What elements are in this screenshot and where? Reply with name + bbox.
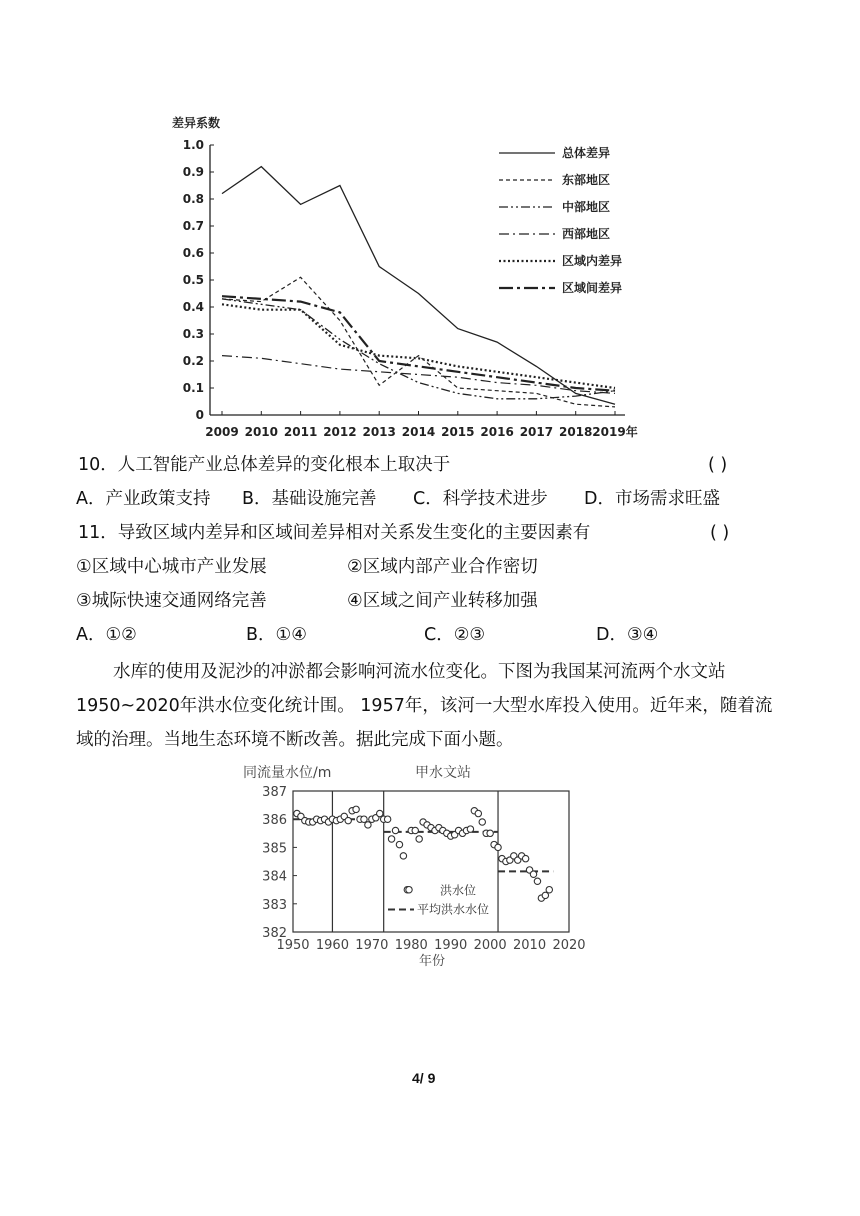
chart2-flood-level-point [546, 887, 552, 893]
chart2-flood-level-point [361, 816, 367, 822]
chart2-flood-level-point [388, 836, 394, 842]
chart2-flood-level-point [353, 806, 359, 812]
chart2-flood-level-point [467, 826, 473, 832]
chart1-x-tick-label: 2014 [401, 425, 436, 439]
chart1-series-line [222, 167, 615, 405]
chart2-axes [243, 764, 586, 969]
chart1-legend-label: 区域内差异 [562, 254, 623, 268]
chart1-y-tick-label: 0.2 [182, 354, 204, 368]
chart2-flood-level-point [365, 822, 371, 828]
chart2-x-tick-label: 1980 [394, 938, 428, 953]
chart1-x-tick-label: 2013 [362, 425, 396, 439]
chart1-y-tick-label: 0.6 [182, 246, 204, 260]
page-number: 4/ 9 [412, 1070, 436, 1086]
chart1-y-tick-label: 0.3 [182, 327, 204, 341]
chart1-y-tick-label: 0 [195, 408, 204, 422]
question-11-option-a: A．①② [76, 625, 137, 645]
question-10-option-d: D．市场需求旺盛 [584, 489, 720, 509]
question-11-option-d: D．③④ [596, 625, 659, 645]
question-10-answer-bracket: ( ) [708, 455, 728, 475]
chart1-series-line [222, 356, 615, 394]
chart2-flood-level-point [392, 827, 398, 833]
chart2-y-tick-label: 386 [262, 813, 287, 829]
chart1-y-tick-label: 0.4 [182, 300, 204, 314]
chart2-x-tick-label: 2010 [513, 938, 547, 953]
chart2-y-tick-label: 384 [262, 869, 287, 885]
chart2-flood-level-point [534, 878, 540, 884]
chart1-legend-label: 中部地区 [562, 200, 611, 214]
chart1-y-tick-label: 0.8 [182, 192, 204, 206]
chart1-y-tick-label: 1.0 [182, 138, 204, 152]
question-11-option-b: B．①④ [246, 625, 307, 645]
chart2-y-tick-label: 387 [262, 785, 287, 800]
chart2-flood-level-point [475, 810, 481, 816]
question-11-stem: 11．导致区域内差异和区域间差异相对关系发生变化的主要因素有 [78, 523, 591, 543]
question-10-option-a: A．产业政策支持 [76, 489, 211, 509]
chart1-legend-label: 总体差异 [562, 146, 611, 160]
chart1-series-line [222, 304, 615, 388]
chart2-x-tick-label: 1950 [276, 938, 310, 953]
chart1-x-tick-label: 2016 [480, 425, 514, 439]
flood-water-level-chart [0, 755, 860, 980]
chart1-legend-label: 区域间差异 [562, 281, 623, 295]
chart2-x-tick-label: 1970 [355, 938, 389, 953]
chart1-x-tick-label: 2018 [558, 425, 593, 439]
question-10-stem: 10．人工智能产业总体差异的变化根本上取决于 [78, 455, 451, 475]
chart2-flood-level-point [412, 827, 418, 833]
question-11-item-2: ②区域内部产业合作密切 [347, 557, 538, 577]
chart2-flood-level-point [384, 816, 390, 822]
chart2-y-axis-label: 同流量水位/m [243, 765, 332, 781]
chart1-y-tick-label: 0.5 [182, 273, 204, 287]
question-10-option-b: B．基础设施完善 [242, 489, 377, 509]
question-10-option-c: C．科学技术进步 [413, 489, 548, 509]
chart2-x-tick-label: 1990 [434, 938, 468, 953]
chart2-flood-level-point [416, 836, 422, 842]
chart2-flood-level-point [400, 853, 406, 859]
chart1-y-tick-label: 0.7 [182, 219, 204, 233]
chart1-series [222, 167, 615, 407]
chart2-y-tick-label: 382 [262, 926, 287, 941]
chart2-flood-level-point [345, 817, 351, 823]
chart2-y-tick-label: 383 [262, 897, 287, 913]
chart2-x-tick-label: 2020 [552, 938, 586, 953]
chart2-flood-level-point [479, 819, 485, 825]
chart2-x-tick-label: 1960 [315, 938, 349, 953]
question-11-item-3: ③城际快速交通网络完善 [76, 591, 267, 611]
question-11-item-1: ①区域中心城市产业发展 [76, 557, 267, 577]
chart2-flood-level-point [522, 855, 528, 861]
chart1-y-tick-label: 0.9 [182, 165, 204, 179]
chart1-x-tick-label: 2010 [244, 425, 279, 439]
question-11-item-4: ④区域之间产业转移加强 [347, 591, 538, 611]
question-11-option-c: C．②③ [424, 625, 486, 645]
chart2-legend-label: 平均洪水水位 [417, 902, 490, 917]
chart1-x-tick-label: 2015 [441, 425, 475, 439]
chart2-flood-level-point [495, 844, 501, 850]
chart1-x-tick-label: 2017 [519, 425, 554, 439]
chart2-flood-level-point [542, 892, 548, 898]
difference-coefficient-chart [0, 0, 860, 450]
chart2-flood-level-point [487, 830, 493, 836]
chart2-flood-level-point [377, 810, 383, 816]
chart1-legend-label: 西部地区 [562, 227, 611, 241]
chart1-x-tick-label: 2019年 [592, 425, 638, 439]
chart1-x-tick-label: 2012 [323, 425, 357, 439]
chart2-y-tick-label: 385 [262, 841, 287, 857]
chart1-series-line [222, 299, 615, 399]
chart1-legend-label: 东部地区 [562, 173, 611, 187]
chart1-legend [499, 145, 622, 295]
chart1-y-axis-label: 差异系数 [172, 116, 221, 130]
chart2-legend-label: 洪水位 [440, 883, 477, 898]
chart1-x-tick-label: 2009 [205, 425, 239, 439]
chart2-title: 甲水文站 [415, 765, 471, 781]
chart2-legend-point-swatch [406, 887, 412, 893]
chart1-y-tick-label: 0.1 [182, 381, 204, 395]
chart1-x-tick-label: 2011 [283, 425, 318, 439]
chart2-flood-level-point [530, 871, 536, 877]
chart2-x-tick-label: 2000 [473, 938, 507, 953]
reading-passage: 水库的使用及泥沙的冲淤都会影响河流水位变化。下图为我国某河流两个水文站 1950~2020年洪水位变化统计围。 1957年，该河一大型水库投入使用。近年来，随着流域的治理。当地生态环境不断改善。据此完成下面小题。 [76, 662, 773, 750]
chart2-x-axis-label: 年份 [418, 954, 446, 969]
chart2-flood-level-point [396, 841, 402, 847]
question-11-answer-bracket: ( ) [710, 523, 730, 543]
chart1-axes [172, 115, 638, 439]
